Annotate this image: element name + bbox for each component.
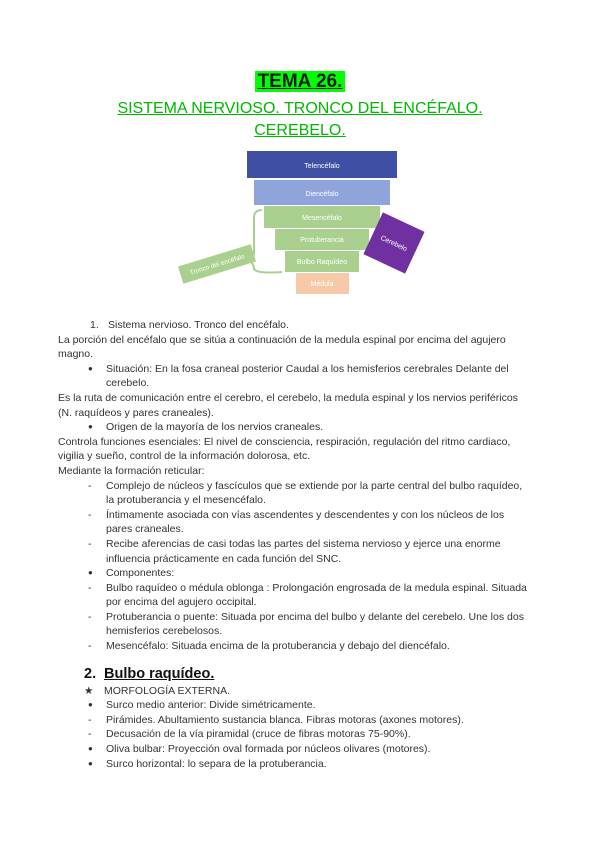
dash-item-1-text: Complejo de núcleos y fascículos que se extiende por la parte central del bulbo raquídeo, la protuberancia y el mesencéfalo. xyxy=(106,479,523,507)
component-mesencefalo xyxy=(58,639,528,654)
cerebelo-label: Cerebelo xyxy=(379,234,408,254)
dash-decusacion xyxy=(58,727,528,742)
intro-paragraph: La porción del encéfalo que se sitúa a continuación de la medula espinal por encima del agujero magno. xyxy=(58,333,506,361)
bullet-dot-icon: ● xyxy=(88,363,93,373)
bullet-origen-text: Origen de la mayoría de los nervios craneales. xyxy=(106,421,324,434)
dash-item-3-text: Recibe aferencias de casi todas las partes del sistema nervioso y ejerce una enorme influencia prácticamente en cada función del SNC. xyxy=(106,537,501,565)
dash-marker: - xyxy=(88,713,92,726)
subtitle-line-2: CEREBELO. xyxy=(254,122,346,139)
bullet-componentes xyxy=(58,566,528,581)
dash-marker: - xyxy=(88,508,92,521)
bullet-situacion-text: Situación: En la fosa craneal posterior Caudal a los hemisferios cerebrales Delante del cerebelo. xyxy=(106,362,509,390)
bullet-surco-horizontal xyxy=(58,757,528,772)
dash-item-2 xyxy=(58,508,528,537)
bullet-dot-icon: ● xyxy=(88,422,93,432)
bullet-dot-icon: ● xyxy=(88,758,93,768)
bullet-componentes-text: Componentes: xyxy=(106,567,175,580)
section-1-title: Sistema nervioso. Tronco del encéfalo. xyxy=(108,319,289,331)
controla-paragraph: Controla funciones esenciales: El nivel de consciencia, respiración, regulación del ritmo cardiaco, vigilia y sueño, control de la información dolorosa, etc. xyxy=(58,435,511,463)
dash-item-2-text: Íntimamente asociada con vías ascendentes y descendentes y con los núcleos de los pares craneales. xyxy=(106,508,505,536)
component-bulbo xyxy=(58,581,528,610)
brainstem-tag-label: Tronco del encéfalo xyxy=(189,253,246,277)
bullet-origen xyxy=(58,420,528,435)
protuberancia-label: Protuberancia xyxy=(300,237,344,244)
dash-item-1 xyxy=(58,479,528,508)
star-item-text: MORFOLOGÍA EXTERNA. xyxy=(104,684,231,697)
component-protuberancia-text: Protuberancia o puente: Situada por encima del bulbo y delante del cerebelo. Une los dos hemisferios cerebelosos. xyxy=(106,610,524,638)
dash-piramides xyxy=(58,713,528,728)
dash-marker: - xyxy=(88,728,92,741)
bullet-situacion xyxy=(58,362,528,391)
bullet-surco-horizontal-text: Surco horizontal: lo separa de la protuberancia. xyxy=(106,757,327,770)
bullet-dot-icon: ● xyxy=(88,700,93,710)
mesencefalo-label: Mesencéfalo xyxy=(302,215,342,222)
dash-marker: - xyxy=(88,537,92,550)
document-body xyxy=(58,318,528,771)
section-1-number: 1. xyxy=(90,319,99,331)
component-mesencefalo-text: Mesencéfalo: Situada encima de la protuberancia y debajo del diencéfalo. xyxy=(106,640,450,653)
dash-decusacion-text: Decusación de la vía piramidal (cruce de fibras motoras 75-90%). xyxy=(106,728,411,741)
diencefalo-label: Diencéfalo xyxy=(305,191,339,198)
bullet-oliva-text: Oliva bulbar: Proyección oval formada por núcleos olivares (motores). xyxy=(106,743,431,756)
medula-label: Médula xyxy=(310,281,334,288)
bullet-surco-medio-text: Surco medio anterior: Divide simétricamente. xyxy=(106,699,316,712)
star-item xyxy=(58,684,528,699)
bullet-dot-icon: ● xyxy=(88,744,93,754)
bullet-oliva xyxy=(58,742,528,757)
dash-marker: - xyxy=(88,610,92,623)
brain-hierarchy-diagram xyxy=(0,0,600,300)
component-protuberancia xyxy=(58,610,528,639)
star-icon: ★ xyxy=(84,684,94,697)
dash-marker: - xyxy=(88,479,92,492)
bulbo-label: Bulbo Raquídeo xyxy=(296,259,348,266)
title-highlight: TEMA 26. xyxy=(255,71,346,92)
section-2-heading xyxy=(58,664,528,684)
ruta-paragraph: Es la ruta de comunicación entre el cerebro, el cerebelo, la medula espinal y los nervios periféricos (N. raquídeos y pares craneales). xyxy=(58,391,518,419)
dash-item-3 xyxy=(58,537,528,566)
section-2-number: 2. xyxy=(84,665,97,682)
subtitle-line-1: SISTEMA NERVIOSO. TRONCO DEL ENCÉFALO. xyxy=(117,100,483,117)
dash-marker: - xyxy=(88,581,92,594)
section-1-heading xyxy=(58,318,528,333)
bullet-dot-icon: ● xyxy=(88,568,93,578)
component-bulbo-text: Bulbo raquídeo o médula oblonga : Prolongación engrosada de la medula espinal. Situada por encima del agujero occipital. xyxy=(106,581,527,609)
telencefalo-label: Telencéfalo xyxy=(304,163,340,170)
brainstem-tag xyxy=(178,244,256,283)
section-2-title: Bulbo raquídeo. xyxy=(104,665,215,682)
mediante-paragraph: Mediante la formación reticular: xyxy=(58,464,205,477)
dash-marker: - xyxy=(88,640,92,653)
bullet-surco-medio xyxy=(58,698,528,713)
dash-piramides-text: Pirámides. Abultamiento sustancia blanca. Fibras motoras (axones motores). xyxy=(106,713,464,726)
